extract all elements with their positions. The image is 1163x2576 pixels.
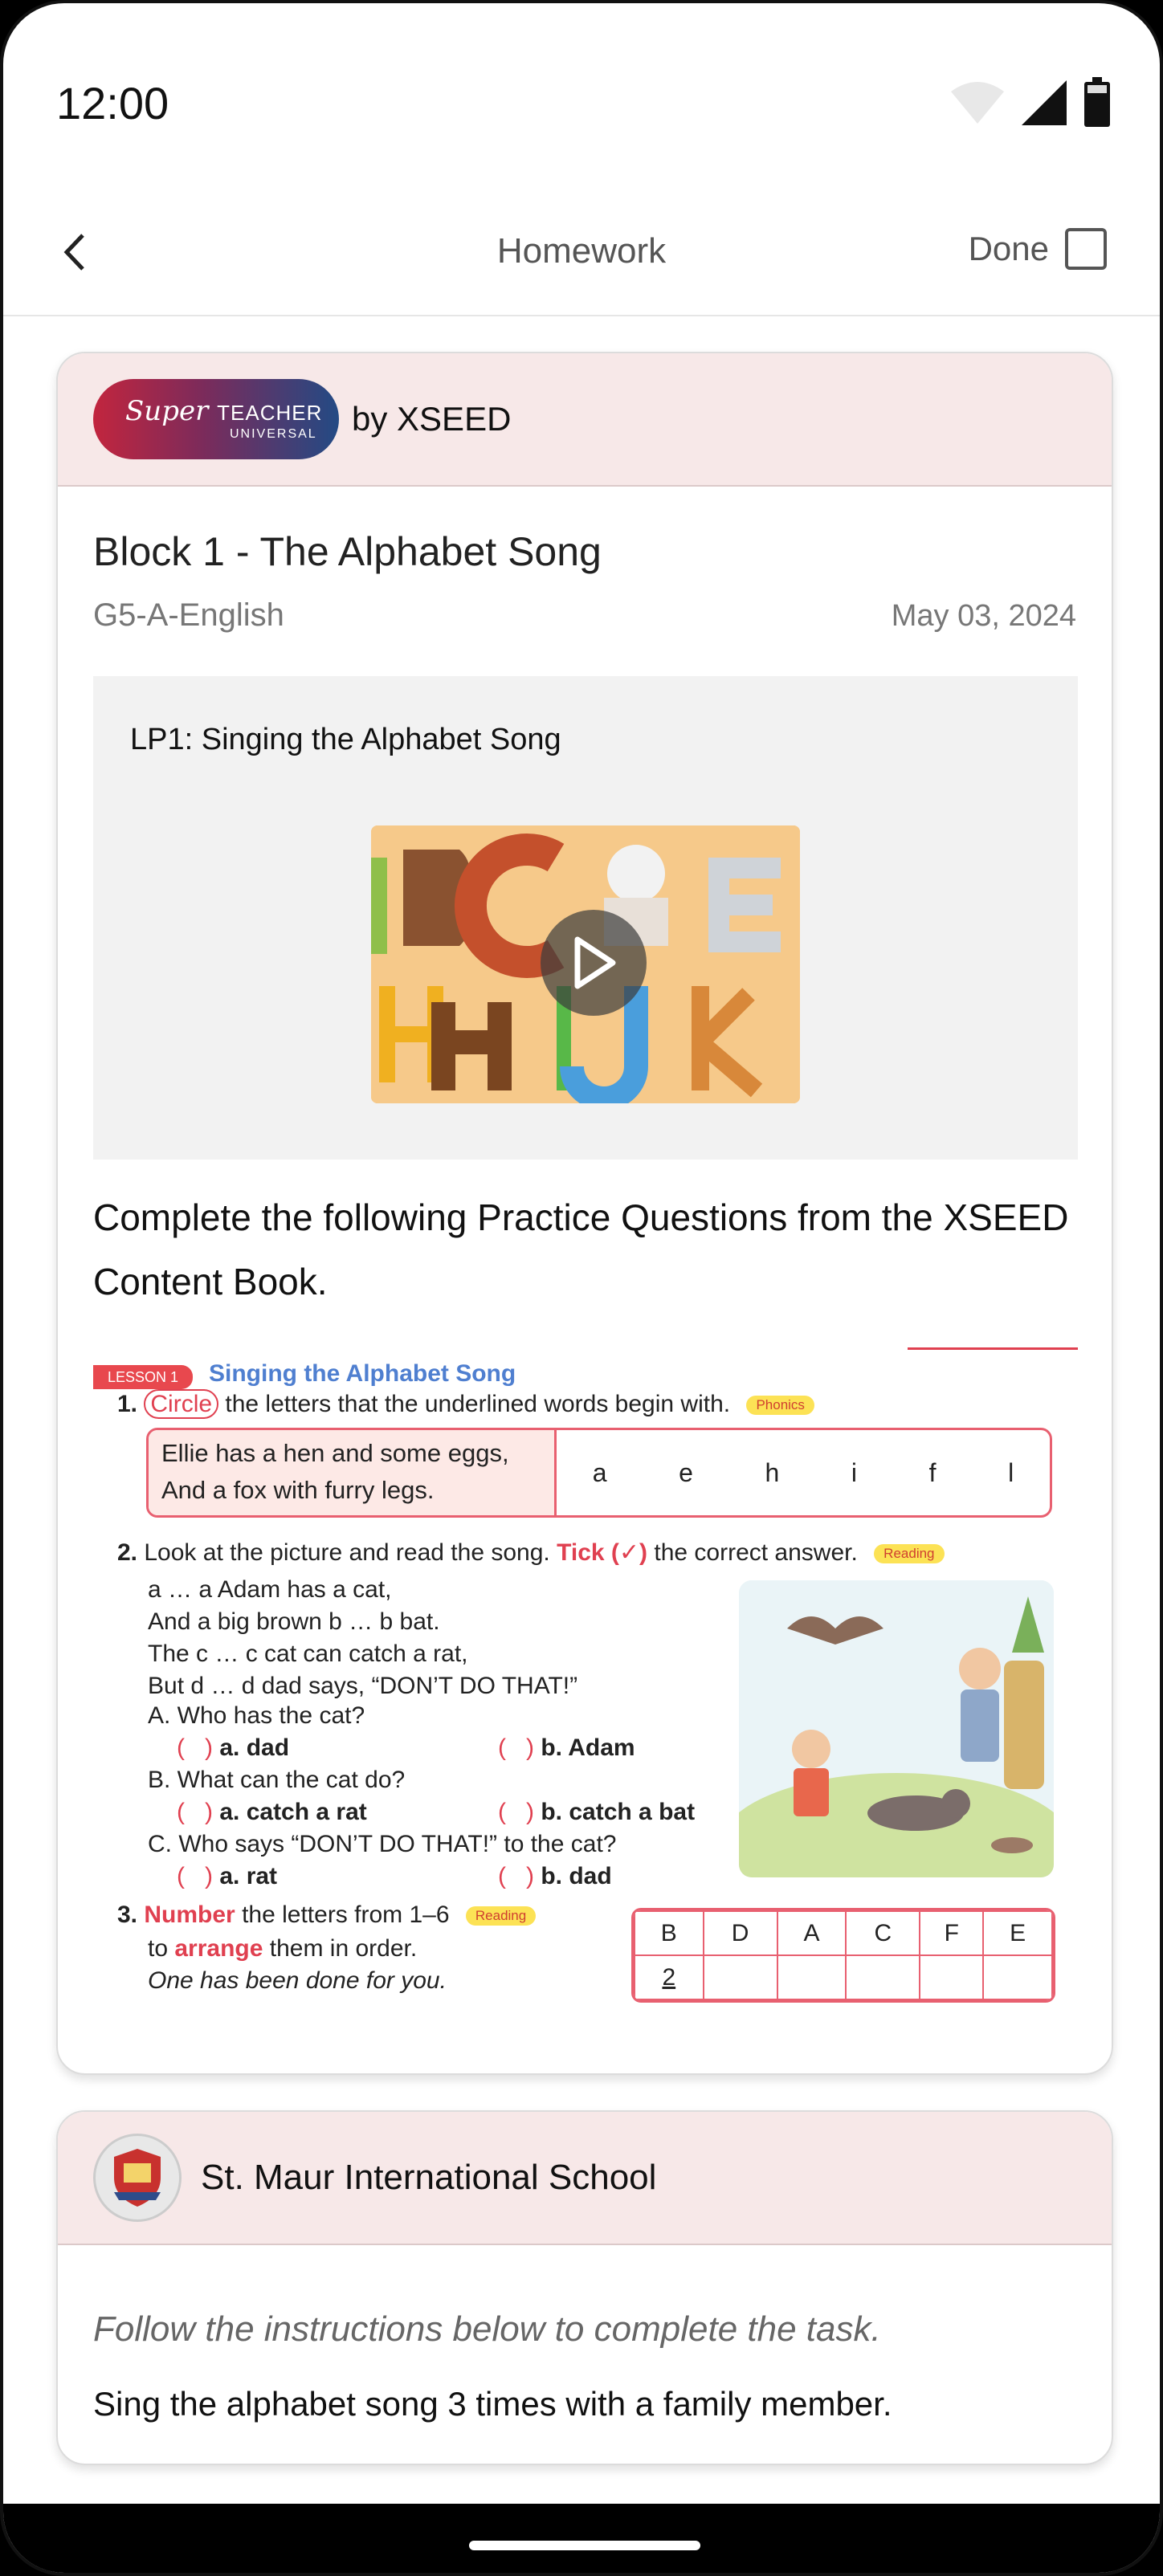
system-nav-bar <box>3 2504 1160 2573</box>
arrange-keyword: arrange <box>174 1935 263 1962</box>
school-task-card <box>56 2110 1113 2465</box>
homework-card <box>56 352 1113 2075</box>
song-line: The c … c cat can catch a rat, <box>148 1641 468 1667</box>
question-number: 1. <box>117 1391 138 1417</box>
super-teacher-logo: Super TEACHER UNIVERSAL <box>93 379 339 459</box>
answer-option[interactable]: ( ) a. catch a rat <box>177 1799 367 1825</box>
app-bar <box>3 188 1160 316</box>
home-indicator[interactable] <box>469 2541 700 2550</box>
order-letter: C <box>846 1911 920 1955</box>
boy-dad-cat-illustration <box>739 1580 1054 1877</box>
wifi-icon <box>949 80 1006 125</box>
answer-option-label: a. rat <box>219 1863 278 1889</box>
answer-option-label: a. dad <box>219 1734 290 1761</box>
order-answer-cell[interactable] <box>704 1955 777 1999</box>
question-text: Look at the picture and read the song. <box>144 1539 550 1566</box>
order-answers-row <box>635 1955 1052 1999</box>
school-name: St. Maur International School <box>201 2158 657 2197</box>
question-3-line-2 <box>148 1935 417 1963</box>
q1-sentence: Ellie has a hen and some eggs, <box>161 1439 509 1467</box>
reading-tag: Reading <box>874 1544 944 1563</box>
answer-option[interactable]: ( ) b. dad <box>498 1863 612 1889</box>
answer-option-label: b. Adam <box>541 1734 635 1761</box>
answer-option-label: b. dad <box>541 1863 612 1889</box>
letter-option[interactable]: i <box>851 1457 858 1487</box>
status-bar <box>3 3 1160 180</box>
answer-option[interactable]: ( ) b. catch a bat <box>498 1799 696 1825</box>
sub-question-c: C. Who says “DON’T DO THAT!” to the cat? <box>148 1831 617 1857</box>
song-line: a … a Adam has a cat, <box>148 1576 392 1603</box>
order-answer-cell[interactable] <box>846 1955 920 1999</box>
answer-option[interactable]: ( ) b. Adam <box>498 1734 635 1761</box>
question-text: the letters that the underlined words begin with. <box>225 1391 731 1417</box>
order-letter: E <box>983 1911 1052 1955</box>
lesson-title: Block 1 - The Alphabet Song <box>93 529 602 574</box>
phonics-tag: Phonics <box>746 1396 814 1415</box>
question-3-hint: One has been done for you. <box>148 1967 447 1994</box>
question-3 <box>117 1901 536 1929</box>
brand-by-label: by XSEED <box>352 400 512 438</box>
answer-option[interactable]: ( ) a. dad <box>177 1734 290 1761</box>
question-text: the letters from 1–6 <box>242 1901 450 1928</box>
order-answer-cell[interactable] <box>920 1955 983 1999</box>
school-crest-icon <box>93 2134 182 2222</box>
number-keyword: Number <box>144 1901 235 1928</box>
worksheet-page <box>93 1347 1078 2022</box>
order-table <box>631 1908 1055 2003</box>
song-line: But d … d dad says, “DON’T DO THAT!” <box>148 1673 578 1699</box>
task-text: Sing the alphabet song 3 times with a family member. <box>93 2385 892 2423</box>
school-card-header <box>58 2112 1112 2245</box>
order-letter: D <box>704 1911 777 1955</box>
done-label: Done <box>968 230 1049 267</box>
play-icon <box>569 935 618 991</box>
done-checkbox[interactable] <box>1065 228 1107 270</box>
q1-letter-options <box>557 1430 1050 1515</box>
order-answer-cell[interactable]: 2 <box>635 1955 704 1999</box>
sub-question-b: B. What can the cat do? <box>148 1767 406 1793</box>
q1-sentence: And a fox with furry legs. <box>161 1476 435 1504</box>
video-player[interactable] <box>93 676 1078 1160</box>
done-toggle[interactable] <box>969 228 1107 270</box>
signal-icon <box>1020 79 1068 127</box>
question-text: them in order. <box>269 1935 418 1962</box>
order-letter: F <box>920 1911 983 1955</box>
class-name: G5-A-English <box>93 597 284 633</box>
homework-card-header <box>58 353 1112 487</box>
letter-option[interactable]: f <box>928 1457 937 1487</box>
order-letter: A <box>777 1911 847 1955</box>
lesson-date: May 03, 2024 <box>891 599 1076 633</box>
reading-tag: Reading <box>466 1906 536 1926</box>
letter-option[interactable]: h <box>765 1457 780 1487</box>
status-time: 12:00 <box>56 78 169 128</box>
circle-keyword: Circle <box>144 1389 218 1419</box>
answer-option-label: a. catch a rat <box>219 1799 367 1825</box>
answer-option-label: b. catch a bat <box>541 1799 696 1825</box>
question-text: the correct answer. <box>654 1539 858 1566</box>
answer-option[interactable]: ( ) a. rat <box>177 1863 278 1889</box>
letter-option[interactable]: a <box>592 1457 607 1487</box>
song-lyrics <box>148 1574 577 1702</box>
question-number: 3. <box>117 1901 138 1928</box>
order-letters-row <box>635 1911 1052 1955</box>
worksheet-top-rule <box>908 1347 1078 1350</box>
page-title: Homework <box>496 231 667 271</box>
q1-box <box>146 1428 1052 1518</box>
order-answer-cell[interactable] <box>983 1955 1052 1999</box>
lesson-heading: Singing the Alphabet Song <box>209 1360 516 1387</box>
question-text: to <box>148 1935 169 1962</box>
order-answer-cell[interactable] <box>777 1955 847 1999</box>
video-title: LP1: Singing the Alphabet Song <box>130 723 561 756</box>
song-line: And a big brown b … b bat. <box>148 1608 440 1635</box>
task-hint: Follow the instructions below to complete the task. <box>93 2309 881 2349</box>
play-button[interactable] <box>541 910 647 1016</box>
battery-icon <box>1083 77 1112 128</box>
letter-option[interactable]: e <box>679 1457 693 1487</box>
question-2 <box>117 1539 945 1567</box>
order-letter: B <box>635 1911 704 1955</box>
video-thumbnail[interactable] <box>371 825 800 1103</box>
practice-instructions: Complete the following Practice Questions from the XSEED Content Book. <box>93 1196 1069 1302</box>
question-1 <box>117 1391 814 1418</box>
sub-question-a: A. Who has the cat? <box>148 1702 365 1729</box>
story-picture <box>739 1580 1054 1877</box>
tick-keyword: Tick (✓) <box>557 1539 648 1566</box>
question-number: 2. <box>117 1539 138 1566</box>
q1-sentences <box>149 1430 557 1515</box>
lesson-badge: LESSON 1 <box>93 1365 193 1389</box>
status-icons <box>949 77 1112 128</box>
letter-option[interactable]: l <box>1008 1457 1014 1487</box>
